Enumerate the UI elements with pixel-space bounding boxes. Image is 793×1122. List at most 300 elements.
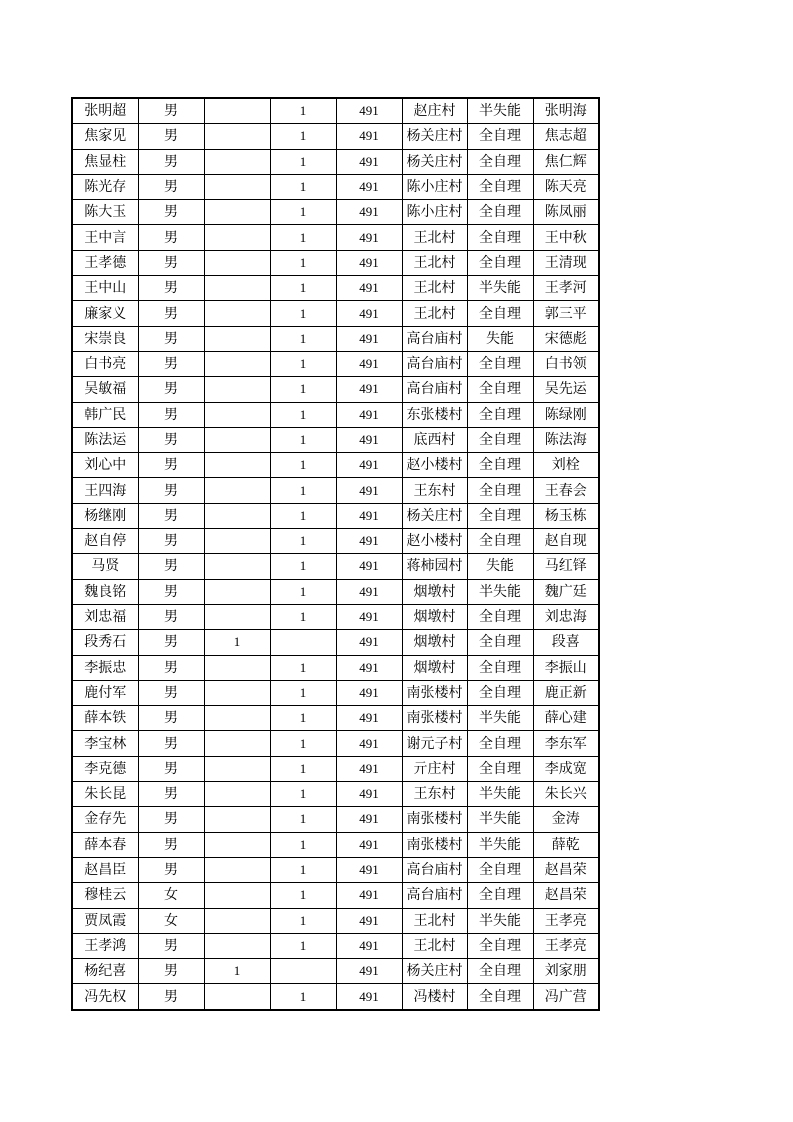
gender-cell: 男	[138, 98, 204, 124]
amount-cell: 491	[336, 250, 402, 275]
gender-cell: 男	[138, 301, 204, 326]
col3-cell	[204, 250, 270, 275]
gender-cell: 男	[138, 402, 204, 427]
village-cell: 高台庙村	[402, 377, 467, 402]
col3-cell	[204, 351, 270, 376]
gender-cell: 女	[138, 908, 204, 933]
amount-cell: 491	[336, 453, 402, 478]
col4-cell: 1	[270, 782, 336, 807]
col4-cell: 1	[270, 149, 336, 174]
amount-cell: 491	[336, 883, 402, 908]
gender-cell: 男	[138, 326, 204, 351]
guardian-cell: 李东军	[533, 731, 599, 756]
status-cell: 失能	[467, 554, 533, 579]
village-cell: 烟墩村	[402, 579, 467, 604]
amount-cell: 491	[336, 200, 402, 225]
col4-cell: 1	[270, 98, 336, 124]
amount-cell: 491	[336, 832, 402, 857]
gender-cell: 男	[138, 731, 204, 756]
village-cell: 杨关庄村	[402, 959, 467, 984]
table-row	[72, 857, 599, 882]
gender-cell: 男	[138, 377, 204, 402]
status-cell: 半失能	[467, 908, 533, 933]
table-row	[72, 503, 599, 528]
col3-cell	[204, 529, 270, 554]
name-cell: 王孝德	[72, 250, 138, 275]
col3-cell	[204, 478, 270, 503]
amount-cell: 491	[336, 402, 402, 427]
guardian-cell: 吴先运	[533, 377, 599, 402]
status-cell: 全自理	[467, 174, 533, 199]
table-row	[72, 630, 599, 655]
table-row	[72, 427, 599, 452]
village-cell: 烟墩村	[402, 604, 467, 629]
amount-cell: 491	[336, 579, 402, 604]
table-row	[72, 174, 599, 199]
guardian-cell: 薛乾	[533, 832, 599, 857]
gender-cell: 男	[138, 630, 204, 655]
col3-cell	[204, 680, 270, 705]
guardian-cell: 赵自现	[533, 529, 599, 554]
name-cell: 杨纪喜	[72, 959, 138, 984]
amount-cell: 491	[336, 326, 402, 351]
col4-cell: 1	[270, 250, 336, 275]
status-cell: 全自理	[467, 478, 533, 503]
gender-cell: 男	[138, 579, 204, 604]
guardian-cell: 陈法海	[533, 427, 599, 452]
guardian-cell: 王中秋	[533, 225, 599, 250]
name-cell: 张明超	[72, 98, 138, 124]
status-cell: 全自理	[467, 377, 533, 402]
table-row	[72, 402, 599, 427]
village-cell: 王北村	[402, 933, 467, 958]
gender-cell: 男	[138, 200, 204, 225]
amount-cell: 491	[336, 554, 402, 579]
col4-cell: 1	[270, 503, 336, 528]
village-cell: 南张楼村	[402, 832, 467, 857]
village-cell: 王北村	[402, 250, 467, 275]
guardian-cell: 刘家朋	[533, 959, 599, 984]
col3-cell	[204, 807, 270, 832]
table-row	[72, 706, 599, 731]
col3-cell: 1	[204, 959, 270, 984]
col4-cell: 1	[270, 174, 336, 199]
gender-cell: 男	[138, 276, 204, 301]
amount-cell: 491	[336, 630, 402, 655]
amount-cell: 491	[336, 731, 402, 756]
status-cell: 全自理	[467, 402, 533, 427]
guardian-cell: 陈绿刚	[533, 402, 599, 427]
village-cell: 蒋柿园村	[402, 554, 467, 579]
name-cell: 朱长昆	[72, 782, 138, 807]
status-cell: 全自理	[467, 453, 533, 478]
village-cell: 王东村	[402, 782, 467, 807]
guardian-cell: 赵昌荣	[533, 883, 599, 908]
gender-cell: 男	[138, 529, 204, 554]
status-cell: 全自理	[467, 984, 533, 1010]
col3-cell	[204, 453, 270, 478]
amount-cell: 491	[336, 529, 402, 554]
amount-cell: 491	[336, 174, 402, 199]
col4-cell: 1	[270, 276, 336, 301]
gender-cell: 男	[138, 604, 204, 629]
guardian-cell: 陈天亮	[533, 174, 599, 199]
guardian-cell: 王孝亮	[533, 933, 599, 958]
status-cell: 全自理	[467, 529, 533, 554]
gender-cell: 男	[138, 174, 204, 199]
gender-cell: 男	[138, 149, 204, 174]
status-cell: 全自理	[467, 933, 533, 958]
name-cell: 贾凤霞	[72, 908, 138, 933]
gender-cell: 男	[138, 959, 204, 984]
table-row	[72, 883, 599, 908]
status-cell: 半失能	[467, 807, 533, 832]
name-cell: 刘心中	[72, 453, 138, 478]
status-cell: 半失能	[467, 276, 533, 301]
name-cell: 鹿付军	[72, 680, 138, 705]
gender-cell: 男	[138, 857, 204, 882]
name-cell: 李振忠	[72, 655, 138, 680]
table-row	[72, 351, 599, 376]
col3-cell	[204, 225, 270, 250]
status-cell: 半失能	[467, 832, 533, 857]
guardian-cell: 魏广廷	[533, 579, 599, 604]
col3-cell	[204, 883, 270, 908]
status-cell: 全自理	[467, 225, 533, 250]
table-row	[72, 655, 599, 680]
gender-cell: 男	[138, 427, 204, 452]
table-row	[72, 933, 599, 958]
status-cell: 半失能	[467, 706, 533, 731]
status-cell: 全自理	[467, 503, 533, 528]
status-cell: 全自理	[467, 857, 533, 882]
table-row	[72, 453, 599, 478]
col4-cell: 1	[270, 706, 336, 731]
village-cell: 烟墩村	[402, 630, 467, 655]
table-row	[72, 731, 599, 756]
village-cell: 王北村	[402, 908, 467, 933]
amount-cell: 491	[336, 984, 402, 1010]
gender-cell: 男	[138, 124, 204, 149]
col3-cell	[204, 706, 270, 731]
name-cell: 陈法运	[72, 427, 138, 452]
amount-cell: 491	[336, 301, 402, 326]
col3-cell: 1	[204, 630, 270, 655]
village-cell: 高台庙村	[402, 857, 467, 882]
col4-cell	[270, 959, 336, 984]
name-cell: 穆桂云	[72, 883, 138, 908]
col3-cell	[204, 402, 270, 427]
gender-cell: 男	[138, 554, 204, 579]
village-cell: 杨关庄村	[402, 149, 467, 174]
amount-cell: 491	[336, 351, 402, 376]
col3-cell	[204, 756, 270, 781]
village-cell: 王北村	[402, 301, 467, 326]
col3-cell	[204, 124, 270, 149]
table-row	[72, 554, 599, 579]
guardian-cell: 赵昌荣	[533, 857, 599, 882]
table-row	[72, 301, 599, 326]
amount-cell: 491	[336, 98, 402, 124]
amount-cell: 491	[336, 782, 402, 807]
gender-cell: 男	[138, 478, 204, 503]
table-row	[72, 959, 599, 984]
table-row	[72, 149, 599, 174]
col4-cell: 1	[270, 807, 336, 832]
village-cell: 南张楼村	[402, 807, 467, 832]
table-row	[72, 250, 599, 275]
village-cell: 东张楼村	[402, 402, 467, 427]
col3-cell	[204, 174, 270, 199]
col4-cell: 1	[270, 225, 336, 250]
table-row	[72, 326, 599, 351]
status-cell: 半失能	[467, 98, 533, 124]
col3-cell	[204, 200, 270, 225]
gender-cell: 男	[138, 756, 204, 781]
guardian-cell: 李振山	[533, 655, 599, 680]
amount-cell: 491	[336, 149, 402, 174]
col4-cell: 1	[270, 579, 336, 604]
name-cell: 焦显柱	[72, 149, 138, 174]
status-cell: 全自理	[467, 149, 533, 174]
col4-cell: 1	[270, 453, 336, 478]
status-cell: 全自理	[467, 427, 533, 452]
col4-cell: 1	[270, 832, 336, 857]
village-cell: 冯楼村	[402, 984, 467, 1010]
amount-cell: 491	[336, 225, 402, 250]
col3-cell	[204, 984, 270, 1010]
guardian-cell: 段喜	[533, 630, 599, 655]
guardian-cell: 刘忠海	[533, 604, 599, 629]
gender-cell: 男	[138, 984, 204, 1010]
amount-cell: 491	[336, 933, 402, 958]
name-cell: 李克德	[72, 756, 138, 781]
col3-cell	[204, 908, 270, 933]
col4-cell: 1	[270, 655, 336, 680]
table-row	[72, 807, 599, 832]
village-cell: 赵庄村	[402, 98, 467, 124]
col4-cell: 1	[270, 908, 336, 933]
name-cell: 魏良铭	[72, 579, 138, 604]
name-cell: 韩广民	[72, 402, 138, 427]
table-row	[72, 832, 599, 857]
gender-cell: 男	[138, 250, 204, 275]
guardian-cell: 张明海	[533, 98, 599, 124]
col3-cell	[204, 832, 270, 857]
col4-cell: 1	[270, 756, 336, 781]
gender-cell: 男	[138, 807, 204, 832]
village-cell: 烟墩村	[402, 655, 467, 680]
village-cell: 高台庙村	[402, 351, 467, 376]
guardian-cell: 郭三平	[533, 301, 599, 326]
col3-cell	[204, 579, 270, 604]
amount-cell: 491	[336, 427, 402, 452]
col3-cell	[204, 276, 270, 301]
col4-cell	[270, 630, 336, 655]
guardian-cell: 杨玉栋	[533, 503, 599, 528]
name-cell: 王中山	[72, 276, 138, 301]
status-cell: 全自理	[467, 756, 533, 781]
table-row	[72, 604, 599, 629]
guardian-cell: 鹿正新	[533, 680, 599, 705]
name-cell: 冯先权	[72, 984, 138, 1010]
village-cell: 王东村	[402, 478, 467, 503]
amount-cell: 491	[336, 276, 402, 301]
status-cell: 全自理	[467, 200, 533, 225]
col4-cell: 1	[270, 984, 336, 1010]
amount-cell: 491	[336, 857, 402, 882]
col3-cell	[204, 427, 270, 452]
guardian-cell: 冯广营	[533, 984, 599, 1010]
col4-cell: 1	[270, 883, 336, 908]
guardian-cell: 白书领	[533, 351, 599, 376]
amount-cell: 491	[336, 756, 402, 781]
guardian-cell: 金涛	[533, 807, 599, 832]
col4-cell: 1	[270, 427, 336, 452]
name-cell: 陈光存	[72, 174, 138, 199]
guardian-cell: 马红铎	[533, 554, 599, 579]
name-cell: 焦家见	[72, 124, 138, 149]
amount-cell: 491	[336, 503, 402, 528]
guardian-cell: 朱长兴	[533, 782, 599, 807]
col3-cell	[204, 149, 270, 174]
status-cell: 全自理	[467, 630, 533, 655]
name-cell: 李宝林	[72, 731, 138, 756]
table-row	[72, 908, 599, 933]
gender-cell: 男	[138, 782, 204, 807]
status-cell: 全自理	[467, 883, 533, 908]
col4-cell: 1	[270, 478, 336, 503]
table-row	[72, 98, 599, 124]
name-cell: 薛本春	[72, 832, 138, 857]
amount-cell: 491	[336, 604, 402, 629]
table-row	[72, 200, 599, 225]
village-cell: 杨关庄村	[402, 503, 467, 528]
col4-cell: 1	[270, 124, 336, 149]
table-row	[72, 782, 599, 807]
gender-cell: 男	[138, 832, 204, 857]
status-cell: 全自理	[467, 604, 533, 629]
table-row	[72, 984, 599, 1010]
village-cell: 王北村	[402, 276, 467, 301]
gender-cell: 男	[138, 453, 204, 478]
guardian-cell: 宋德彪	[533, 326, 599, 351]
amount-cell: 491	[336, 124, 402, 149]
amount-cell: 491	[336, 908, 402, 933]
col4-cell: 1	[270, 554, 336, 579]
col3-cell	[204, 554, 270, 579]
village-cell: 亓庄村	[402, 756, 467, 781]
table-row	[72, 756, 599, 781]
guardian-cell: 刘栓	[533, 453, 599, 478]
table-row	[72, 529, 599, 554]
village-cell: 底西村	[402, 427, 467, 452]
col3-cell	[204, 782, 270, 807]
name-cell: 吴敏福	[72, 377, 138, 402]
name-cell: 王四海	[72, 478, 138, 503]
name-cell: 赵自停	[72, 529, 138, 554]
table-body	[72, 98, 599, 1010]
table-row	[72, 276, 599, 301]
guardian-cell: 王孝亮	[533, 908, 599, 933]
col4-cell: 1	[270, 731, 336, 756]
name-cell: 王孝鸿	[72, 933, 138, 958]
data-table	[71, 97, 600, 1011]
col3-cell	[204, 933, 270, 958]
gender-cell: 男	[138, 225, 204, 250]
col4-cell: 1	[270, 351, 336, 376]
amount-cell: 491	[336, 706, 402, 731]
status-cell: 全自理	[467, 731, 533, 756]
gender-cell: 男	[138, 351, 204, 376]
gender-cell: 男	[138, 655, 204, 680]
village-cell: 高台庙村	[402, 883, 467, 908]
gender-cell: 男	[138, 706, 204, 731]
status-cell: 全自理	[467, 655, 533, 680]
col3-cell	[204, 655, 270, 680]
status-cell: 全自理	[467, 959, 533, 984]
name-cell: 刘忠福	[72, 604, 138, 629]
name-cell: 金存先	[72, 807, 138, 832]
amount-cell: 491	[336, 959, 402, 984]
amount-cell: 491	[336, 478, 402, 503]
name-cell: 白书亮	[72, 351, 138, 376]
guardian-cell: 王春会	[533, 478, 599, 503]
name-cell: 薛本铁	[72, 706, 138, 731]
village-cell: 高台庙村	[402, 326, 467, 351]
col3-cell	[204, 377, 270, 402]
status-cell: 失能	[467, 326, 533, 351]
guardian-cell: 陈凤丽	[533, 200, 599, 225]
gender-cell: 男	[138, 933, 204, 958]
col4-cell: 1	[270, 301, 336, 326]
status-cell: 全自理	[467, 680, 533, 705]
guardian-cell: 李成宽	[533, 756, 599, 781]
status-cell: 全自理	[467, 124, 533, 149]
table-row	[72, 579, 599, 604]
col4-cell: 1	[270, 529, 336, 554]
status-cell: 全自理	[467, 250, 533, 275]
guardian-cell: 王清现	[533, 250, 599, 275]
amount-cell: 491	[336, 377, 402, 402]
village-cell: 陈小庄村	[402, 200, 467, 225]
name-cell: 廉家义	[72, 301, 138, 326]
col3-cell	[204, 326, 270, 351]
guardian-cell: 王孝河	[533, 276, 599, 301]
status-cell: 半失能	[467, 579, 533, 604]
col3-cell	[204, 731, 270, 756]
table-row	[72, 124, 599, 149]
village-cell: 赵小楼村	[402, 529, 467, 554]
table-row	[72, 377, 599, 402]
village-cell: 王北村	[402, 225, 467, 250]
gender-cell: 男	[138, 503, 204, 528]
table-row	[72, 225, 599, 250]
col4-cell: 1	[270, 200, 336, 225]
col3-cell	[204, 301, 270, 326]
col4-cell: 1	[270, 377, 336, 402]
col3-cell	[204, 503, 270, 528]
guardian-cell: 焦仁辉	[533, 149, 599, 174]
amount-cell: 491	[336, 680, 402, 705]
col4-cell: 1	[270, 402, 336, 427]
name-cell: 段秀石	[72, 630, 138, 655]
col3-cell	[204, 857, 270, 882]
name-cell: 杨继刚	[72, 503, 138, 528]
name-cell: 王中言	[72, 225, 138, 250]
village-cell: 谢元子村	[402, 731, 467, 756]
amount-cell: 491	[336, 655, 402, 680]
